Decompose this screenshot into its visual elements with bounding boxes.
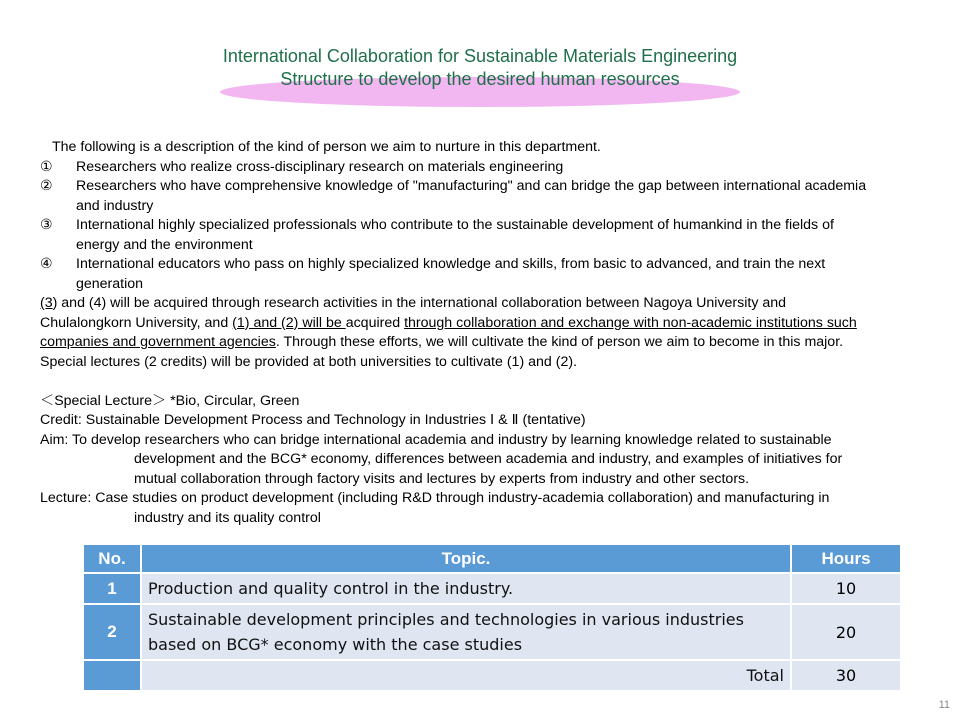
- table-header-row: [83, 544, 901, 573]
- lecture-line-continued: industry and its quality control: [134, 509, 321, 526]
- list-item: [40, 158, 960, 178]
- header-no: No.: [83, 544, 141, 573]
- item-marker: ②: [40, 178, 53, 194]
- row-topic-line: based on BCG* economy with the case studies: [148, 635, 523, 654]
- credit-line: Credit: Sustainable Development Process and Technology in Industries Ⅰ & Ⅱ (tentative): [40, 412, 586, 428]
- row-topic-line: Sustainable development principles and technologies in various industries: [148, 610, 744, 629]
- item-text-continued: generation: [76, 275, 144, 292]
- row-topic: [141, 604, 791, 660]
- paragraph-line: [40, 314, 960, 334]
- underlined-text: companies and government agencies: [40, 334, 276, 350]
- page-subtitle: Structure to develop the desired human resources: [280, 69, 680, 89]
- aim-line: Aim: To develop researchers who can bridge international academia and industry by learning knowledge related to sustainable: [40, 431, 832, 448]
- underlined-text: (3: [40, 295, 53, 311]
- special-lecture-heading: ＜Special Lecture＞ *Bio, Circular, Green: [40, 392, 300, 409]
- header-topic: Topic.: [141, 544, 791, 573]
- page-title: International Collaboration for Sustainable Materials Engineering: [222, 46, 738, 66]
- paragraph-text: . Through these efforts, we will cultivate the kind of person we aim to become in this major.: [275, 334, 844, 350]
- spacer: [40, 372, 960, 392]
- row-hours: 20: [791, 604, 901, 660]
- item-text: International educators who pass on highly specialized knowledge and skills, from basic to advanced, and train the next: [76, 256, 826, 272]
- lecture-line: Lecture: Case studies on product development (including R&D through industry-academia collaboration) and manufacturing in: [40, 490, 830, 506]
- list-item: [40, 177, 960, 197]
- item-text-continued: and industry: [76, 197, 154, 214]
- paragraph-line: [40, 294, 960, 314]
- aim-line-continued: mutual collaboration through factory visits and lectures by experts from industry and other sectors.: [134, 470, 750, 487]
- paragraph-text: acquired: [345, 314, 405, 331]
- paragraph-line: [40, 333, 960, 353]
- total-label: Total: [141, 660, 791, 691]
- aim-line-continued: development and the BCG* economy, differences between academia and industry, and examples of initiatives for: [134, 451, 843, 467]
- item-marker: ④: [40, 256, 53, 272]
- item-text: International highly specialized professionals who contribute to the sustainable development of humankind in the fields of: [76, 217, 834, 233]
- paragraph-line: Special lectures (2 credits) will be provided at both universities to cultivate (1) and (2).: [40, 353, 578, 370]
- list-item: [40, 216, 960, 236]
- description-body: [40, 138, 960, 528]
- row-number: 2: [83, 604, 141, 660]
- row-hours: 10: [791, 573, 901, 604]
- topics-table: [82, 543, 902, 692]
- table-total-row: [83, 660, 901, 691]
- list-item: [40, 255, 960, 275]
- paragraph-text: Chulalongkorn University, and: [40, 314, 233, 331]
- underlined-text: (1) and (2) will be: [232, 314, 346, 331]
- paragraph-text: ) and (4) will be acquired through research activities in the international collaboration between Nagoya University and: [52, 295, 787, 311]
- header-hours: Hours: [791, 544, 901, 573]
- total-blank-cell: [83, 660, 141, 691]
- total-hours: 30: [791, 660, 901, 691]
- page-number: 11: [938, 699, 950, 711]
- intro-text: The following is a description of the kind of person we aim to nurture in this department.: [52, 139, 601, 155]
- item-text: Researchers who realize cross-disciplinary research on materials engineering: [76, 158, 564, 175]
- underlined-text: through collaboration and exchange with non-academic institutions such: [404, 314, 857, 331]
- item-text-continued: energy and the environment: [76, 236, 253, 253]
- table-row: [83, 604, 901, 660]
- row-number: 1: [83, 573, 141, 604]
- item-text: Researchers who have comprehensive knowledge of "manufacturing" and can bridge the gap between international academia: [76, 178, 867, 194]
- row-topic: Production and quality control in the industry.: [141, 573, 791, 604]
- item-marker: ①: [40, 158, 53, 175]
- item-marker: ③: [40, 217, 53, 233]
- table-row: [83, 573, 901, 604]
